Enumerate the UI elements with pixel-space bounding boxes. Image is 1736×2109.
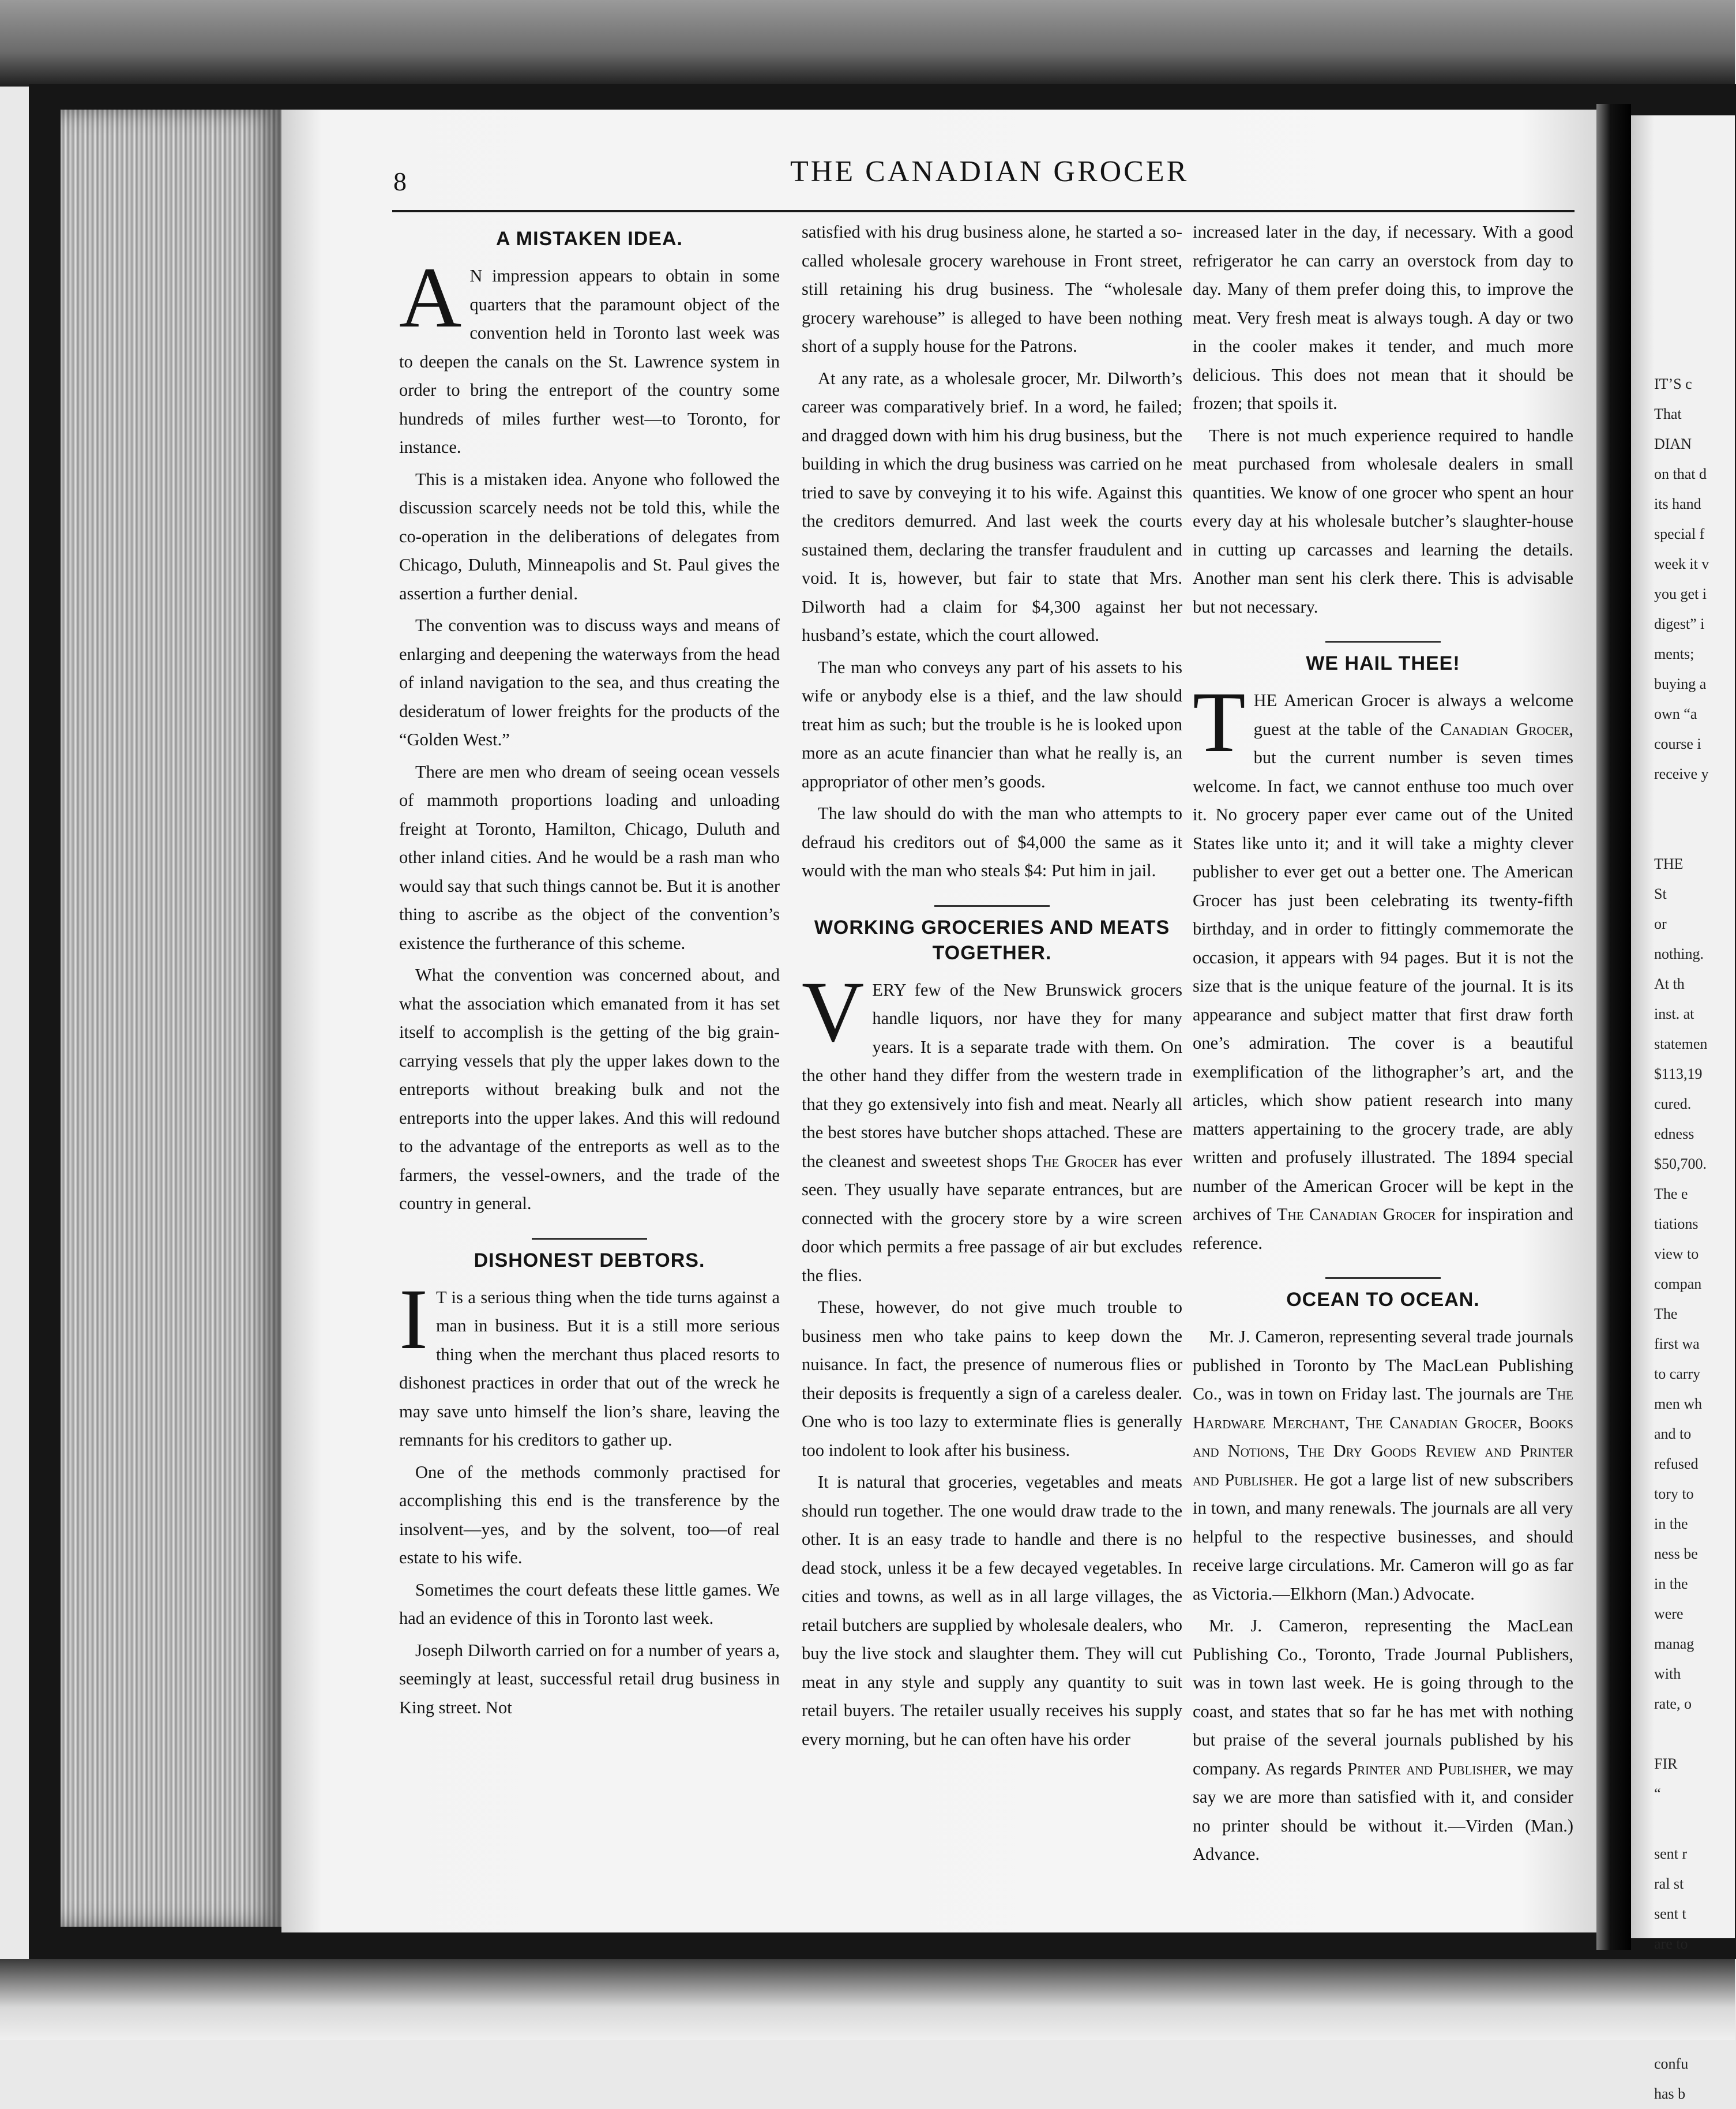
facing-page-line: $113,19 — [1654, 1065, 1703, 1082]
article-paragraph: At any rate, as a wholesale grocer, Mr. Dilworth’s career was comparatively brief. In a word, he failed; and dragged down with him his drug business, but the building in which the drug business was carried on he tried to save by conveying it to his wife. Against this the creditors demurred. And last week the courts sustained them, declaring the transfer fraudulent and void. It is, however, but fair to state that Mrs. Dilworth had a claim for $4,300 against her husband’s estate, which the court allowed. — [802, 368, 1182, 645]
article-paragraph: It is natural that groceries, vegetables and meats should run together. The one would draw trade to the other. It is an easy trade to handle and there is no dead stock, unless it be a few decayed vegetables. In cities and towns, as well as in all large villages, the retail butchers are supplied by wholesale dealers, who buy the live stock and slaughter them. They will cut meat in any style and supply any quantity to suit retail buyers. The retailer usually receives his supply every morning, but he can often have his order — [802, 1472, 1182, 1749]
header-rule — [392, 210, 1575, 212]
facing-page-line: “ — [1654, 1785, 1661, 1802]
section-divider — [532, 1238, 647, 1240]
facing-page-line: sent r — [1654, 1845, 1688, 1862]
book-page-edges — [61, 110, 283, 1927]
facing-page-line: on that d — [1654, 466, 1707, 482]
facing-page-text — [1654, 369, 1709, 2109]
facing-page-line: buying a — [1654, 676, 1707, 692]
book-gutter — [1596, 104, 1631, 1950]
facing-page-line: compan — [1654, 1275, 1702, 1292]
facing-page-line: are to — [1654, 1935, 1688, 1952]
facing-page-line: and to — [1654, 1425, 1692, 1442]
article-paragraph: VERY few of the New Brunswick grocers handle liquors, nor have they for many years. It is a separate trade with them. On the other hand they differ from the western trade in that they go extensively into fish and meat. Nearly all the best stores have butcher shops attached. These are the cleanest and sweetest shops The Grocer has ever seen. They usually have separate entrances, but are connected with the grocery store by a wire screen door which permits a free passage of air but excludes the flies. — [802, 963, 1182, 1285]
facing-page-line: own “a — [1654, 705, 1697, 722]
drop-cap: I — [399, 1271, 428, 1367]
article-paragraph: Sometimes the court defeats these little games. We had an evidence of this in Toronto last week. — [399, 1579, 780, 1628]
drop-cap: V — [802, 963, 865, 1060]
facing-page-line: course i — [1654, 735, 1701, 752]
facing-page-line: THE — [1654, 855, 1684, 872]
facing-page-line: The — [1654, 1305, 1678, 1322]
column-3 — [1193, 218, 1573, 1872]
section-divider — [1325, 641, 1441, 643]
facing-page-line: you get i — [1654, 586, 1707, 602]
masthead-title: THE CANADIAN GROCER — [790, 155, 1189, 188]
facing-page-line: St — [1654, 885, 1667, 902]
article-paragraph: There is not much experience required to handle meat purchased from wholesale dealers in small quantities. We know of one grocer who spent an hour every day at his wholesale butcher’s slaughter-house in cutting up carcasses and learning the details. Another man sent his clerk there. This is advisable but not necessary. — [1193, 425, 1573, 617]
scan-background-bottom — [0, 1959, 1735, 2040]
facing-page-line: has b — [1654, 2085, 1686, 2102]
facing-page-line: The e — [1654, 1185, 1688, 1202]
facing-page-line: manag — [1654, 1635, 1694, 1652]
column-1 — [399, 218, 780, 1725]
article-paragraph: What the convention was concerned about, and what the association which emanated from it has set itself to accomplish is the getting of the big grain-carrying vessels that ply the upper lakes down to the entreports without breaking bulk and not the entreports into the upper lakes. And this will redound to the advantage of the entreports as well as to the farmers, the vessel-owners, and the trade of the country in general. — [399, 965, 780, 1213]
facing-page-line — [1654, 789, 1709, 819]
article-paragraph: The law should do with the man who attempts to defraud his creditors out of $4,000 the same as it would with the man who steals $4: Put him in jail. — [802, 804, 1182, 880]
section-divider — [1325, 1277, 1441, 1279]
facing-page-line: ments; — [1654, 646, 1694, 662]
article-heading-mistaken-idea: A MISTAKEN IDEA. — [496, 228, 683, 250]
article-paragraph: The man who conveys any part of his assets to his wife or anybody else is a thief, and the law should treat him as such; but the trouble is he is looked upon more as an acute financier than what he really is, an appropriator of other men’s goods. — [802, 657, 1182, 791]
facing-page-line: tiations — [1654, 1215, 1699, 1232]
facing-page-line: men wh — [1654, 1395, 1703, 1412]
facing-page-line: digest” i — [1654, 616, 1705, 632]
facing-page-line: confu — [1654, 2055, 1689, 2072]
section-divider — [934, 905, 1050, 907]
facing-page-fragment — [1631, 115, 1735, 2102]
page-number: 8 — [393, 167, 407, 196]
article-heading-ocean-to-ocean: OCEAN TO OCEAN. — [1286, 1289, 1480, 1311]
article-paragraph: THE American Grocer is always a welcome guest at the table of the Canadian Grocer, but the current number is seven times welcome. In fact, we cannot enthuse too much over it. No grocery paper ever came out of the United States like unto it; and it will take a mighty clever publisher to ever get out a better one. The American Grocer has just been celebrating its twenty-fifth birthday, and in order to fittingly commemorate the occasion, it appears with 94 pages. But it is not the size that is the unique feature of the journal. It is its appearance and subject matter that first draw forth one’s admiration. The cover is a beautiful exemplification of the lithographer’s art, and the articles, which show patient research into many matters appertaining to the grocery trade, are ably written and profusely illustrated. The 1894 special number of the American Grocer will be kept in the archives of The Canadian Grocer for inspiration and reference. — [1193, 674, 1574, 1253]
facing-page-line: refused — [1654, 1455, 1699, 1472]
facing-page-line: nothing. — [1654, 945, 1704, 962]
facing-page-line: to carry — [1654, 1365, 1701, 1382]
facing-page-line: At th — [1654, 975, 1685, 992]
facing-page-line: with — [1654, 1665, 1681, 1682]
article-paragraph: There are men who dream of seeing ocean vessels of mammoth proportions loading and unloading freight at Toronto, Hamilton, Chicago, Duluth and other inland cities. And he would be a rash man who would say that such things cannot be. But it is another thing to ascribe as the object of the convention’s existence the furtherance of this scheme. — [399, 761, 780, 953]
facing-page-line: rate, o — [1654, 1695, 1692, 1712]
article-paragraph: I T is a serious thing when the tide turns against a man in business. But it is a still more serious thing when the merchant thus placed resorts to dishonest practices in order that out of the wreck he may save unto himself the lion’s share, leaving the remnants for his creditors to gather up. — [399, 1271, 780, 1450]
scan-background-top — [0, 0, 1735, 87]
article-paragraph: satisfied with his drug business alone, he started a so-called wholesale grocery warehouse in Front street, still retaining his drug business. The “wholesale grocery warehouse” is alleged to have been nothing short of a supply house for the Patrons. — [802, 222, 1182, 356]
article-heading-working-groceries: WORKING GROCERIES AND MEATS TOGETHER. — [814, 916, 1170, 964]
facing-page-line: special f — [1654, 526, 1705, 542]
drop-cap: T — [1193, 674, 1246, 770]
facing-page-line — [1654, 1809, 1709, 1839]
facing-page-line: That — [1654, 406, 1682, 422]
facing-page-line: statemen — [1654, 1035, 1708, 1052]
article-paragraph: Mr. J. Cameron, representing several trade journals published in Toronto by The MacLean Publishing Co., was in town on Friday last. The journals are The Hardware Merchant, The Canadian Grocer, Books and Notions, The Dry Goods Review and Printer and Publisher. He got a large list of new subscribers in town, and many renewals. The journals are all very helpful to the respective businesses, and should receive large circulations. Mr. Cameron will go as far as Victoria.—Elkhorn (Man.) Advocate. — [1193, 1327, 1573, 1604]
facing-page-line: its hand — [1654, 496, 1701, 512]
drop-cap: A — [399, 250, 462, 346]
article-paragraph: These, however, do not give much trouble to business men who take pains to keep down the nuisance. In fact, the presence of numerous flies or their deposits is frequently a sign of a careless dealer. One who is too lazy to exterminate flies is generally too indolent to look after his business. — [802, 1297, 1182, 1460]
facing-page-line: view to — [1654, 1245, 1699, 1262]
facing-page-line: edness — [1654, 1125, 1694, 1142]
article-heading-dishonest-debtors: DISHONEST DEBTORS. — [474, 1249, 705, 1271]
facing-page-line: sent t — [1654, 1905, 1686, 1922]
facing-page-line: FIR — [1654, 1755, 1678, 1772]
article-paragraph: This is a mistaken idea. Anyone who followed the discussion scarcely needs not be told this, while the co-operation in the deliberations of delegates from Chicago, Duluth, Minneapolis and St. Paul gives the assertion a further denial. — [399, 469, 780, 603]
facing-page-line: DIAN — [1654, 436, 1692, 452]
facing-page-line: ness be — [1654, 1545, 1698, 1562]
facing-page-line: IT’S c — [1654, 376, 1692, 392]
facing-page-line — [1654, 819, 1709, 849]
facing-page-line: inst. at — [1654, 1005, 1694, 1022]
article-paragraph: The convention was to discuss ways and means of enlarging and deepening the waterways from the head of inland navigation to the sea, and thus creating the desideratum of lower freights for the products of the “Golden West.” — [399, 616, 780, 749]
article-heading-we-hail-thee: WE HAIL THEE! — [1306, 652, 1460, 674]
article-paragraph: A N impression appears to obtain in some quarters that the paramount object of the convention held in Toronto last week was to deepen the canals on the St. Lawrence system in order to bring the entreport of the country some hundreds of miles further west—to Toronto, for instance. — [399, 250, 780, 457]
article-paragraph: One of the methods commonly practised for accomplishing this end is the transference by the insolvent—yes, and by the solvent, too—of real estate to his wife. — [399, 1462, 780, 1567]
facing-page-line: cured. — [1654, 1095, 1692, 1112]
facing-page-line: $50,700. — [1654, 1155, 1707, 1172]
article-paragraph: Mr. J. Cameron, representing the MacLean Publishing Co., Toronto, Trade Journal Publishers, was in town last week. He is going through to the coast, and states that so far he has met with nothing but praise of the several journals published by his company. As regards Printer and Publisher, we may say we are more than satisfied with it, and consider no printer should be without it.—Virden (Man.) Advance. — [1193, 1616, 1574, 1864]
facing-page-line: ral st — [1654, 1875, 1684, 1892]
facing-page-line: were — [1654, 1605, 1684, 1622]
facing-page-line: or — [1654, 915, 1667, 932]
article-paragraph: increased later in the day, if necessary. With a good refrigerator he can carry an overstock from day to day. Many of them prefer doing this, to improve the meat. Very fresh meat is always tough. A day or two in the cooler makes it tender, and much more delicious. This does not mean that it should be frozen; that spoils it. — [1193, 222, 1573, 413]
facing-page-line: tory to — [1654, 1485, 1694, 1502]
column-2 — [802, 218, 1182, 1757]
facing-page-line: in the — [1654, 1515, 1688, 1532]
article-paragraph: Joseph Dilworth carried on for a number of years a, seemingly at least, successful retail drug business in King street. Not — [399, 1640, 780, 1717]
facing-page-line: in the — [1654, 1575, 1688, 1592]
facing-page-line: first wa — [1654, 1335, 1700, 1352]
facing-page-line: receive y — [1654, 765, 1709, 782]
facing-page-line: week it v — [1654, 556, 1709, 572]
facing-page-line — [1654, 1719, 1709, 1749]
